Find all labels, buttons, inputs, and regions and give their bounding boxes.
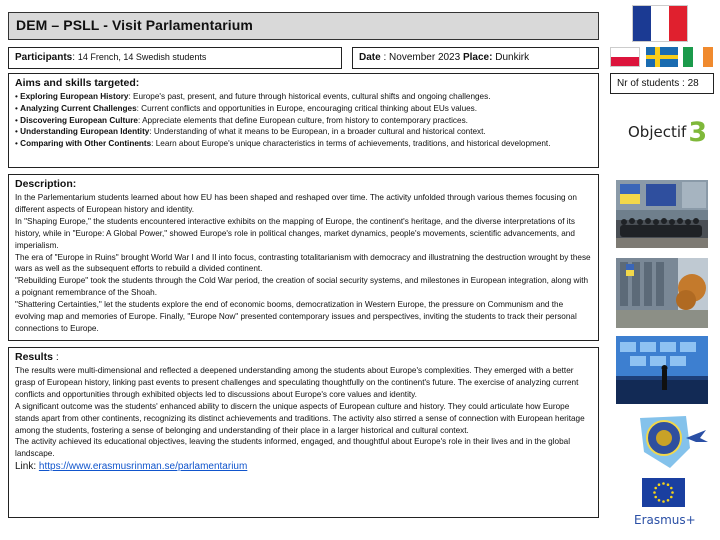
list-item: • Understanding European Identity: Understanding of what it means to be European, in a broader cultural and historical context.	[15, 127, 486, 137]
objectif-3-logo	[628, 115, 716, 149]
date-label: Date	[359, 52, 381, 63]
objectif-number: 3	[688, 116, 708, 148]
description-paragraph: In "Shaping Europe," the students encountered interactive exhibits on the mapping of Europe, the continent's heritage, and the diverse interpretations of its history, while in "Europe: A Global Power," showed Europe's role in political changes, market dynamics, people's movements, scientific advancements, and imperialism.	[15, 216, 575, 250]
eu-flag-icon	[642, 478, 685, 507]
place-label: Place:	[462, 52, 493, 63]
link-label: Link:	[15, 461, 39, 473]
aims-heading: Aims and skills targeted:	[15, 77, 140, 89]
nr-students-text: Nr of students : 28	[617, 78, 699, 89]
description-box	[8, 174, 599, 341]
participants-box	[8, 47, 342, 69]
building-photo-image	[616, 258, 708, 328]
nr-students-box	[610, 73, 714, 94]
date-colon: :	[380, 52, 390, 63]
parlamentarium-link[interactable]: https://www.erasmusrinman.se/parlamentarium	[38, 461, 248, 473]
title-bar	[8, 12, 599, 40]
aims-box	[8, 73, 599, 168]
ireland-flag-icon	[683, 47, 713, 67]
erasmus-plus-logo: Erasmus+	[634, 513, 696, 527]
list-item: • Comparing with Other Continents: Learn about Europe's unique characteristics in terms of achievements, traditions, and historical development.	[15, 139, 551, 149]
exhibition-photo-image	[616, 336, 708, 404]
results-heading: Results :	[15, 351, 59, 363]
place-value: Dunkirk	[495, 52, 530, 63]
description-paragraph: The era of "Europe in Ruins" brought World War I and II into focus, contrasting totalitarianism with democracy and illustratning the destruction wrought by these wars as well as the subsequent efforts to rebuild a divided continent.	[15, 252, 591, 274]
participants-colon: :	[72, 52, 78, 63]
list-item: • Discovering European Culture: Appreciate elements that define European culture, from history to contemporary practices.	[15, 115, 468, 125]
date-place-box	[352, 47, 599, 69]
description-paragraph: In the Parlementarium students learned about how EU has been shaped and reshaped over time. The activity unfolded through various themes focusing on different aspects of European history and identity.	[15, 193, 577, 214]
sweden-flag-icon	[646, 47, 678, 67]
description-paragraph: "Shattering Certainties," let the students explore the end of economic booms, democratization in Western Europe, the pressure on Communism and the evolving map and memories of Europe. Finally, "Europe Now" presented contemporary issues and perspectives, inviting the students to track their personal connections to Europe.	[15, 300, 577, 333]
school-emblem-logo	[630, 408, 710, 472]
results-paragraph: The activity achieved its educational objectives, leaving the students informed, engaged, and thoughtful about Europe's role in their lives and in the global landscape.	[15, 437, 571, 459]
objectif-text: Objectif	[628, 123, 687, 141]
list-item: • Exploring European History: Europe's past, present, and future through historical events, cultural shifts and ongoing challenges.	[15, 92, 491, 101]
description-heading: Description:	[15, 178, 77, 190]
date-value: November 2023	[389, 52, 461, 63]
results-link-line	[15, 460, 592, 474]
results-paragraph: The results were multi-dimensional and reflected a deepened understanding among the students about Europe's complexities. They emerged with a better grasp of European history, linking past events to present challenges and speculating thoughtfully on the continent's future. The exercise of analyzing current conflicts and opportunities through exhibited objects led to discussions about Europe's core values and identity.	[15, 366, 579, 399]
aims-list	[15, 91, 592, 150]
description-paragraph: "Rebuilding Europe" took the students through the Cold War period, the creation of social security systems, and milestones in European integration, along with a poignant remembrance of the Shoah.	[15, 276, 589, 298]
results-paragraph: A significant outcome was the students' enhanced ability to discern the unique aspects of European culture and history. They could articulate how Europe stands apart from other continents, recognizing its distinct achievements and traditions. The activity also stirred a sense of connection with European heritage among the students, fostering a sense of belonging and understanding of their place in a larger historical and cultural context.	[15, 401, 585, 435]
france-flag-icon	[632, 5, 688, 42]
participants-label: Participants	[15, 52, 73, 63]
participants-value: 14 French, 14 Swedish students	[77, 52, 207, 62]
page-title: DEM – PSLL - Visit Parlamentarium	[16, 17, 253, 33]
group-photo-image	[616, 180, 708, 248]
poland-flag-icon	[610, 47, 640, 67]
results-box	[8, 347, 599, 518]
list-item: • Analyzing Current Challenges: Current conflicts and opportunities in Europe, encouraging critical thinking about EUs values.	[15, 103, 478, 113]
